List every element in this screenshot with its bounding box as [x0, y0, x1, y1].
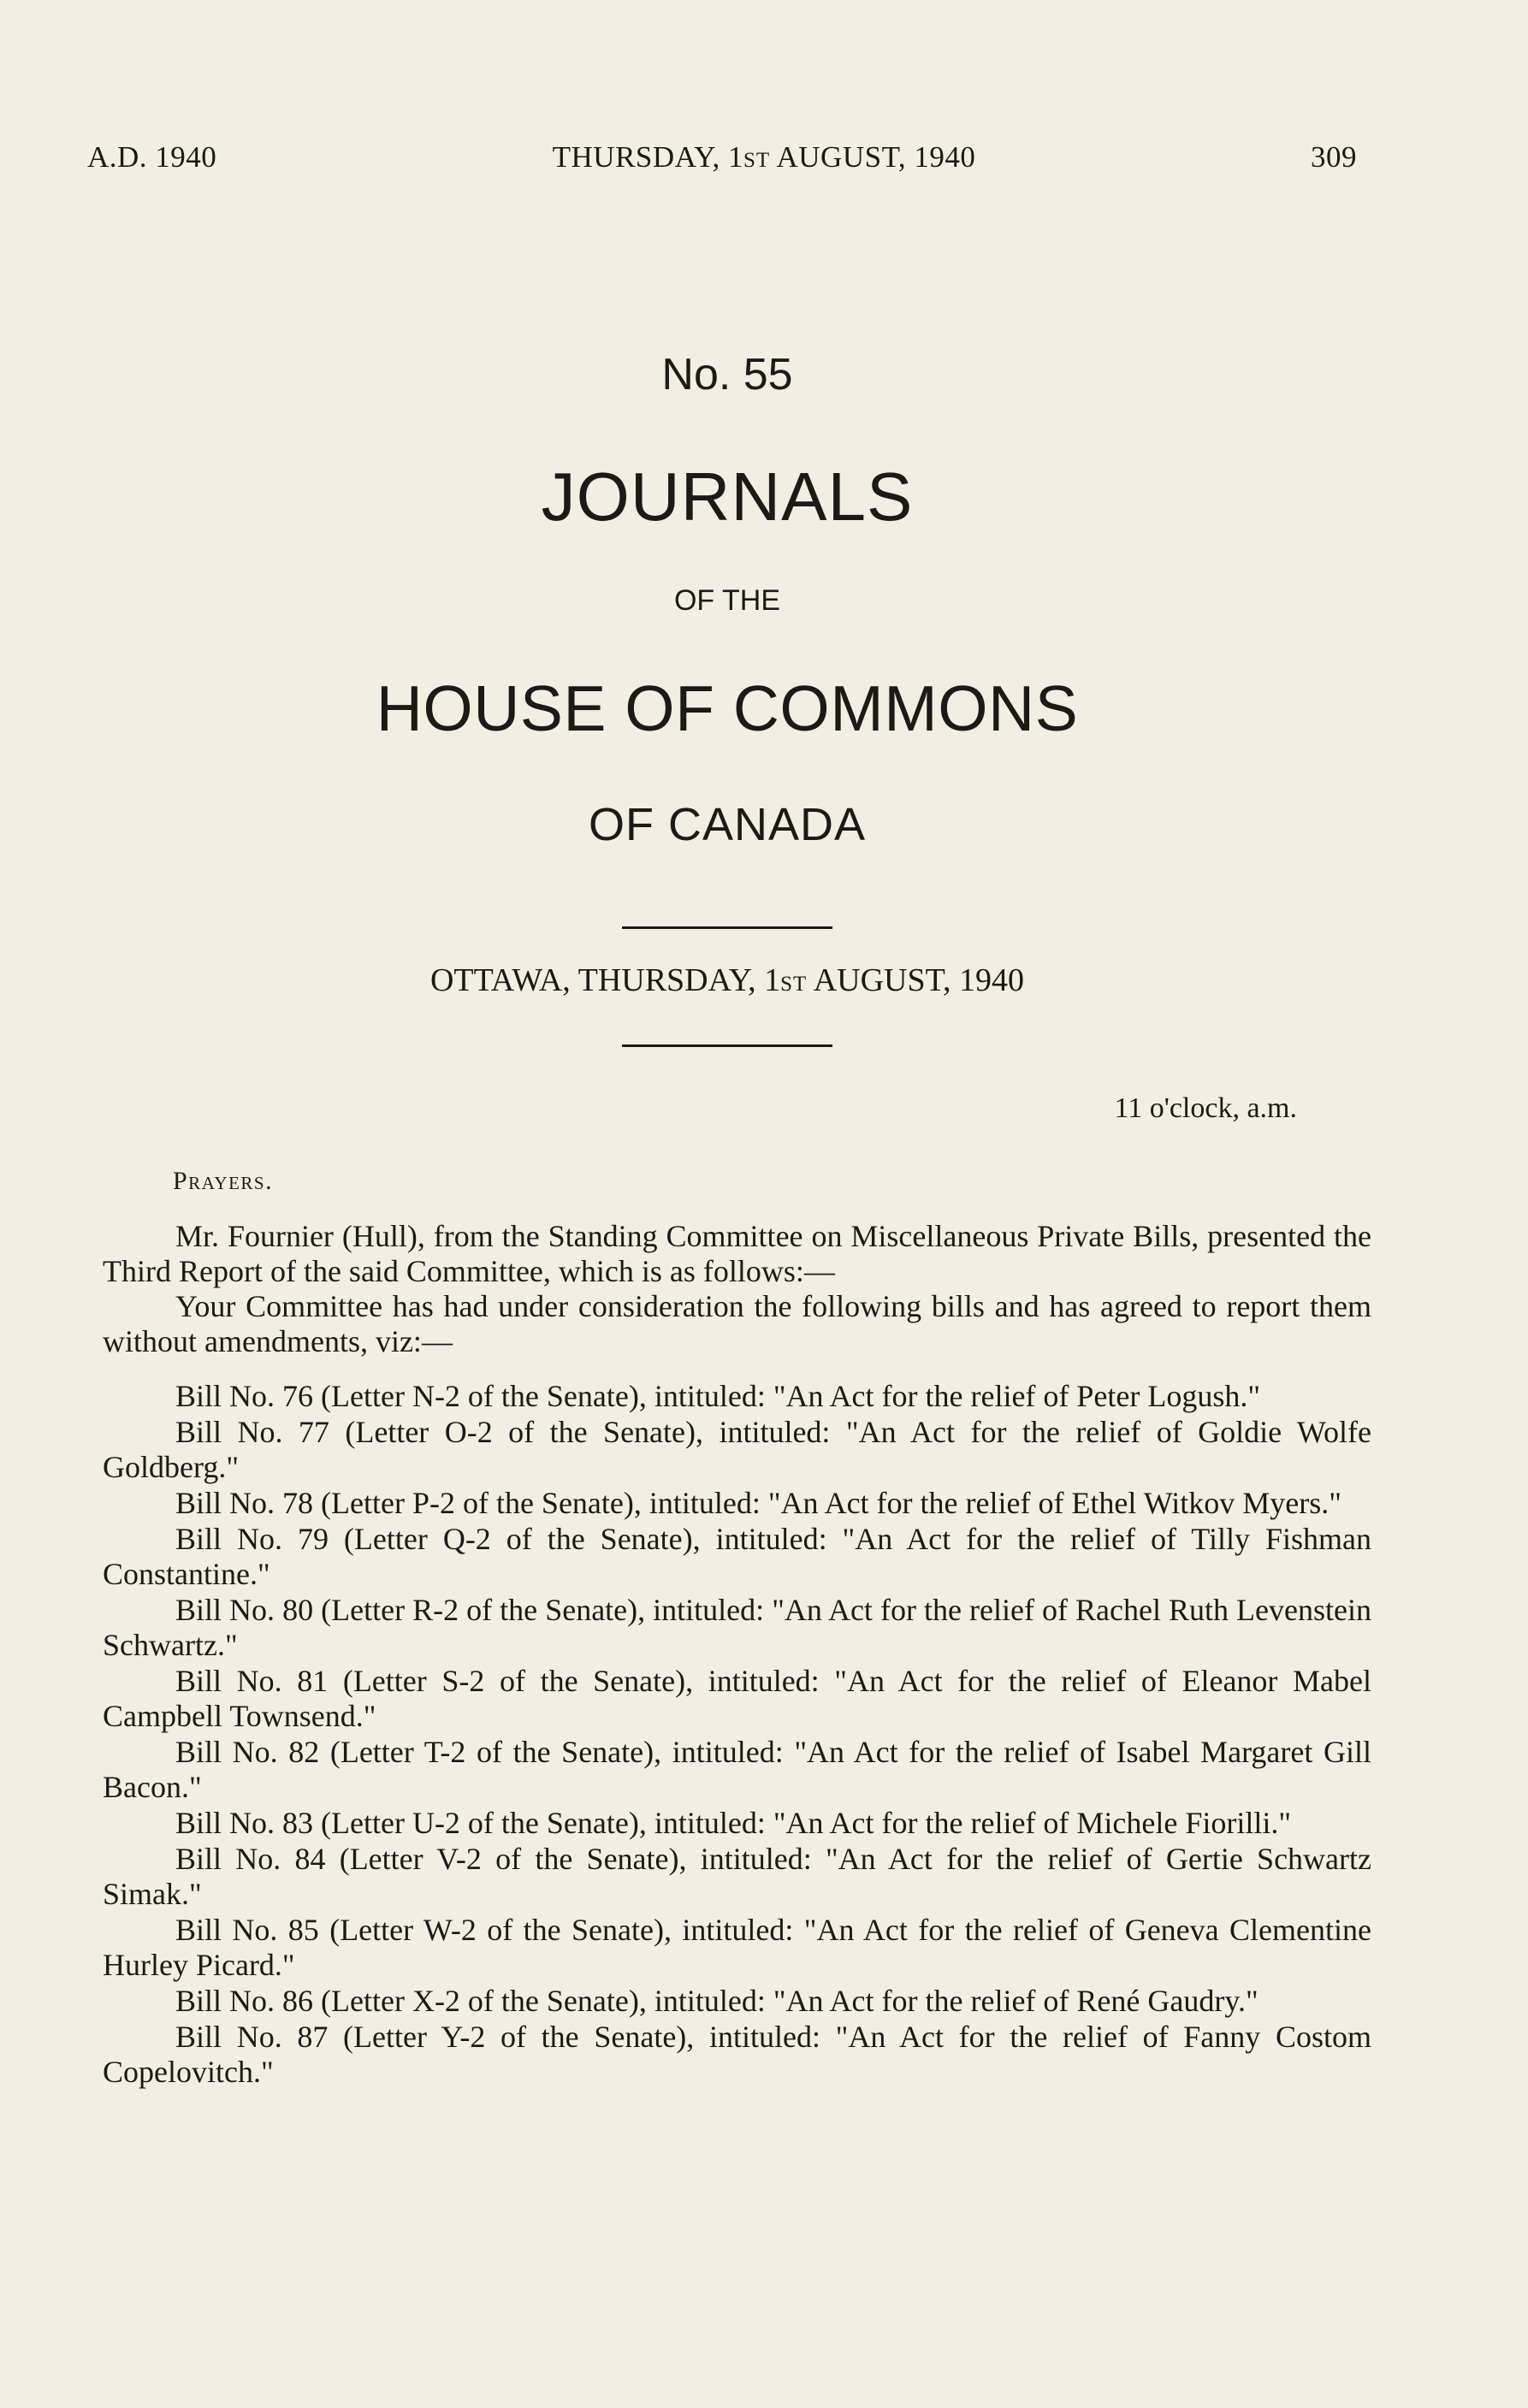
- running-head-year: A.D. 1940: [87, 140, 217, 174]
- dateline-post: AUGUST, 1940: [807, 962, 1025, 998]
- bill-entry: Bill No. 84 (Letter V-2 of the Senate), intituled: "An Act for the relief of Gertie Schwartz Simak.": [103, 1842, 1371, 1911]
- bill-entry: Bill No. 82 (Letter T-2 of the Senate), intituled: "An Act for the relief of Isabel Margaret Gill Bacon.": [103, 1735, 1371, 1804]
- bill-entry: Bill No. 87 (Letter Y-2 of the Senate), intituled: "An Act for the relief of Fanny Costom Copelovitch.": [103, 2020, 1371, 2089]
- bill-entry: Bill No. 80 (Letter R-2 of the Senate), intituled: "An Act for the relief of Rachel Ruth Levenstein Schwartz.": [103, 1593, 1371, 1662]
- house-of-commons-title: HOUSE OF COMMONS: [376, 672, 1079, 744]
- prayers-heading: Prayers.: [173, 1167, 274, 1195]
- dateline: [0, 961, 1454, 999]
- report-intro: [103, 1219, 1371, 1359]
- report-paragraph: Mr. Fournier (Hull), from the Standing Committee on Miscellaneous Private Bills, presented the Third Report of the said Committee, which is as follows:—: [103, 1219, 1371, 1288]
- bill-entry: Bill No. 81 (Letter S-2 of the Senate), intituled: "An Act for the relief of Eleanor Mabel Campbell Townsend.": [103, 1664, 1371, 1733]
- bill-entry: Bill No. 86 (Letter X-2 of the Senate), intituled: "An Act for the relief of René Gaudry.": [175, 1984, 1259, 2018]
- running-head-date-ordinal: ST: [743, 149, 771, 172]
- running-head-date-post: AUGUST, 1940: [770, 140, 976, 174]
- divider-top: [622, 926, 832, 929]
- of-canada-label: OF CANADA: [588, 799, 867, 850]
- dateline-ordinal: ST: [780, 973, 808, 996]
- page-number: 309: [1311, 140, 1357, 174]
- journals-title: JOURNALS: [541, 459, 914, 535]
- bill-entry: Bill No. 85 (Letter W-2 of the Senate), intituled: "An Act for the relief of Geneva Clementine Hurley Picard.": [103, 1913, 1371, 1982]
- dateline-pre: OTTAWA, THURSDAY, 1: [429, 962, 781, 998]
- bill-list: [103, 1379, 1371, 2091]
- of-the-label: OF THE: [673, 584, 781, 617]
- report-paragraph: Your Committee has had under consideration the following bills and has agreed to report them without amendments, viz:—: [103, 1289, 1371, 1358]
- running-head-date: [0, 140, 1528, 175]
- issue-number: No. 55: [661, 350, 793, 399]
- running-head-date-pre: THURSDAY, 1: [552, 140, 743, 174]
- bill-entry: Bill No. 78 (Letter P-2 of the Senate), intituled: "An Act for the relief of Ethel Witkov Myers.": [175, 1486, 1341, 1520]
- bill-entry: Bill No. 76 (Letter N-2 of the Senate), intituled: "An Act for the relief of Peter Logush.": [175, 1379, 1261, 1413]
- divider-bottom: [622, 1044, 832, 1047]
- bill-entry: Bill No. 83 (Letter U-2 of the Senate), intituled: "An Act for the relief of Michele Fiorilli.": [175, 1806, 1292, 1840]
- bill-entry: Bill No. 79 (Letter Q-2 of the Senate), intituled: "An Act for the relief of Tilly Fishman Constantine.": [103, 1522, 1371, 1591]
- sitting-time: 11 o'clock, a.m.: [1114, 1092, 1297, 1124]
- bill-entry: Bill No. 77 (Letter O-2 of the Senate), intituled: "An Act for the relief of Goldie Wolfe Goldberg.": [103, 1415, 1371, 1484]
